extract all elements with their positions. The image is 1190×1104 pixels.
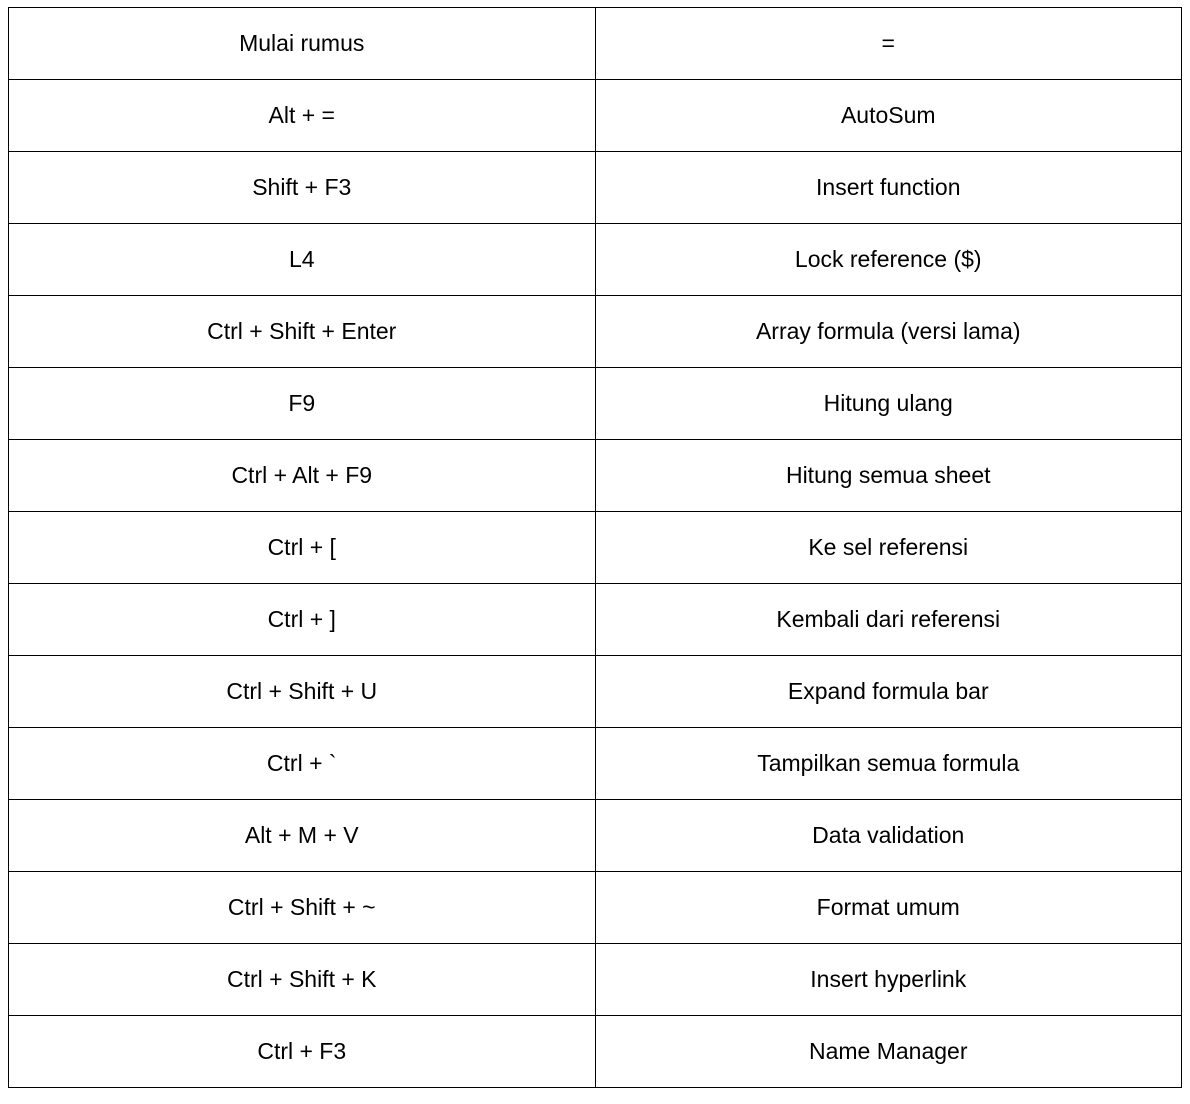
table-row bbox=[9, 656, 1182, 728]
shortcut-cell: Ctrl + Alt + F9 bbox=[9, 440, 596, 512]
table-row bbox=[9, 872, 1182, 944]
shortcut-cell: Ctrl + F3 bbox=[9, 1016, 596, 1088]
action-cell: Ke sel referensi bbox=[595, 512, 1182, 584]
table-row bbox=[9, 944, 1182, 1016]
shortcuts-table bbox=[8, 7, 1182, 1088]
table-row bbox=[9, 440, 1182, 512]
shortcut-cell: Mulai rumus bbox=[9, 8, 596, 80]
action-cell: Data validation bbox=[595, 800, 1182, 872]
shortcut-cell: Ctrl + ` bbox=[9, 728, 596, 800]
table-row bbox=[9, 296, 1182, 368]
table-row bbox=[9, 8, 1182, 80]
shortcut-cell: Shift + F3 bbox=[9, 152, 596, 224]
action-cell: Tampilkan semua formula bbox=[595, 728, 1182, 800]
action-cell: Kembali dari referensi bbox=[595, 584, 1182, 656]
shortcut-cell: Ctrl + Shift + K bbox=[9, 944, 596, 1016]
action-cell: Name Manager bbox=[595, 1016, 1182, 1088]
action-cell: Lock reference ($) bbox=[595, 224, 1182, 296]
action-cell: Insert function bbox=[595, 152, 1182, 224]
table-row bbox=[9, 728, 1182, 800]
table-row bbox=[9, 512, 1182, 584]
action-cell: Array formula (versi lama) bbox=[595, 296, 1182, 368]
shortcut-cell: Ctrl + [ bbox=[9, 512, 596, 584]
table-row bbox=[9, 80, 1182, 152]
shortcut-cell: Ctrl + Shift + U bbox=[9, 656, 596, 728]
table-body bbox=[9, 8, 1182, 1088]
action-cell: Insert hyperlink bbox=[595, 944, 1182, 1016]
shortcut-cell: F9 bbox=[9, 368, 596, 440]
action-cell: Hitung ulang bbox=[595, 368, 1182, 440]
table-row bbox=[9, 224, 1182, 296]
table-row bbox=[9, 584, 1182, 656]
shortcut-cell: Alt + = bbox=[9, 80, 596, 152]
shortcut-cell: Alt + M + V bbox=[9, 800, 596, 872]
action-cell: = bbox=[595, 8, 1182, 80]
shortcut-cell: Ctrl + Shift + Enter bbox=[9, 296, 596, 368]
action-cell: Expand formula bar bbox=[595, 656, 1182, 728]
action-cell: Format umum bbox=[595, 872, 1182, 944]
table-row bbox=[9, 368, 1182, 440]
shortcut-cell: Ctrl + ] bbox=[9, 584, 596, 656]
action-cell: AutoSum bbox=[595, 80, 1182, 152]
shortcut-cell: L4 bbox=[9, 224, 596, 296]
table-row bbox=[9, 1016, 1182, 1088]
table-row bbox=[9, 152, 1182, 224]
shortcut-cell: Ctrl + Shift + ~ bbox=[9, 872, 596, 944]
action-cell: Hitung semua sheet bbox=[595, 440, 1182, 512]
table-row bbox=[9, 800, 1182, 872]
